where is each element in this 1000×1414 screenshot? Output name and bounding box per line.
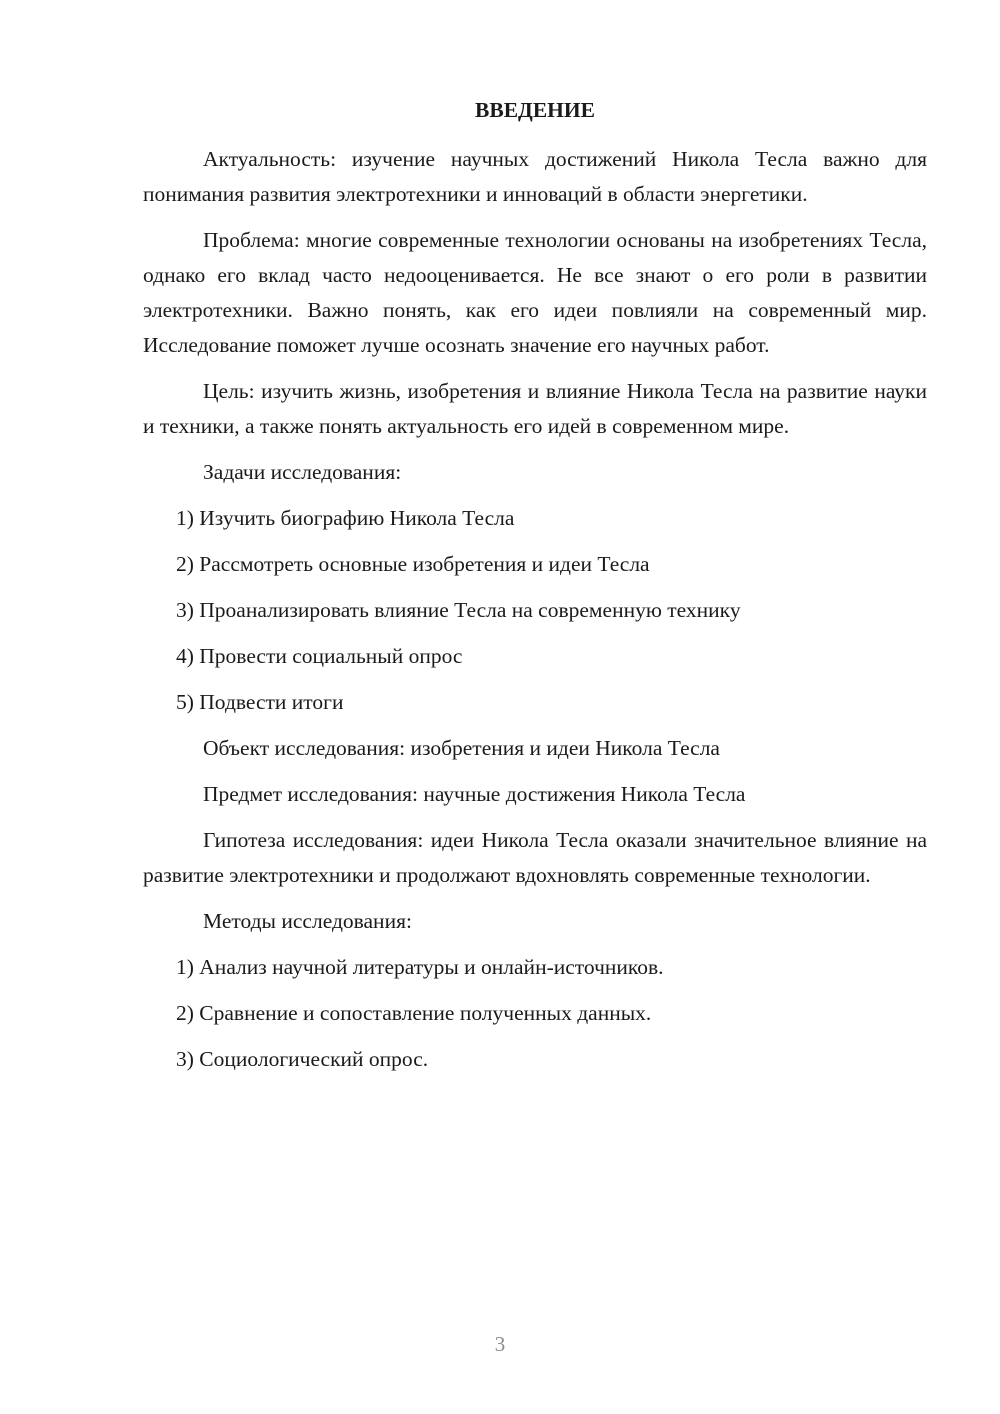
task-item: 2) Рассмотреть основные изобретения и идеи Тесла: [176, 552, 650, 576]
object-line: Объект исследования: изобретения и идеи Никола Тесла: [203, 736, 720, 760]
page-number: 3: [494, 1332, 506, 1356]
methods-title: Методы исследования:: [203, 909, 412, 933]
tasks-title: Задачи исследования:: [203, 460, 402, 484]
page-heading: ВВЕДЕНИЕ: [475, 98, 595, 122]
task-item: 4) Провести социальный опрос: [176, 644, 463, 668]
method-item: 2) Сравнение и сопоставление полученных данных.: [176, 1001, 652, 1025]
method-item: 3) Социологический опрос.: [176, 1047, 429, 1071]
task-item: 1) Изучить биографию Никола Тесла: [176, 506, 515, 530]
hypothesis-paragraph: Гипотеза исследования: идеи Никола Тесла оказали значительное влияние на развитие электротехники и продолжают вдохновлять современные технологии.: [143, 828, 927, 887]
task-item: 5) Подвести итоги: [176, 690, 344, 714]
subject-line: Предмет исследования: научные достижения Никола Тесла: [203, 782, 746, 806]
relevance-paragraph: Актуальность: изучение научных достижений Никола Тесла важно для понимания развития электротехники и инноваций в области энергетики.: [143, 147, 927, 206]
problem-paragraph: Проблема: многие современные технологии основаны на изобретениях Тесла, однако его вклад часто недооценивается. Не все знают о его роли в развитии электротехники. Важно понять, как его идеи повлияли на современный мир. Исследование поможет лучше осознать значение его научных работ.: [143, 228, 927, 357]
page-content: [143, 93, 927, 1088]
task-item: 3) Проанализировать влияние Тесла на современную технику: [176, 598, 741, 622]
method-item: 1) Анализ научной литературы и онлайн-источников.: [176, 955, 664, 979]
goal-paragraph: Цель: изучить жизнь, изобретения и влияние Никола Тесла на развитие науки и техники, а также понять актуальность его идей в современном мире.: [143, 379, 927, 438]
